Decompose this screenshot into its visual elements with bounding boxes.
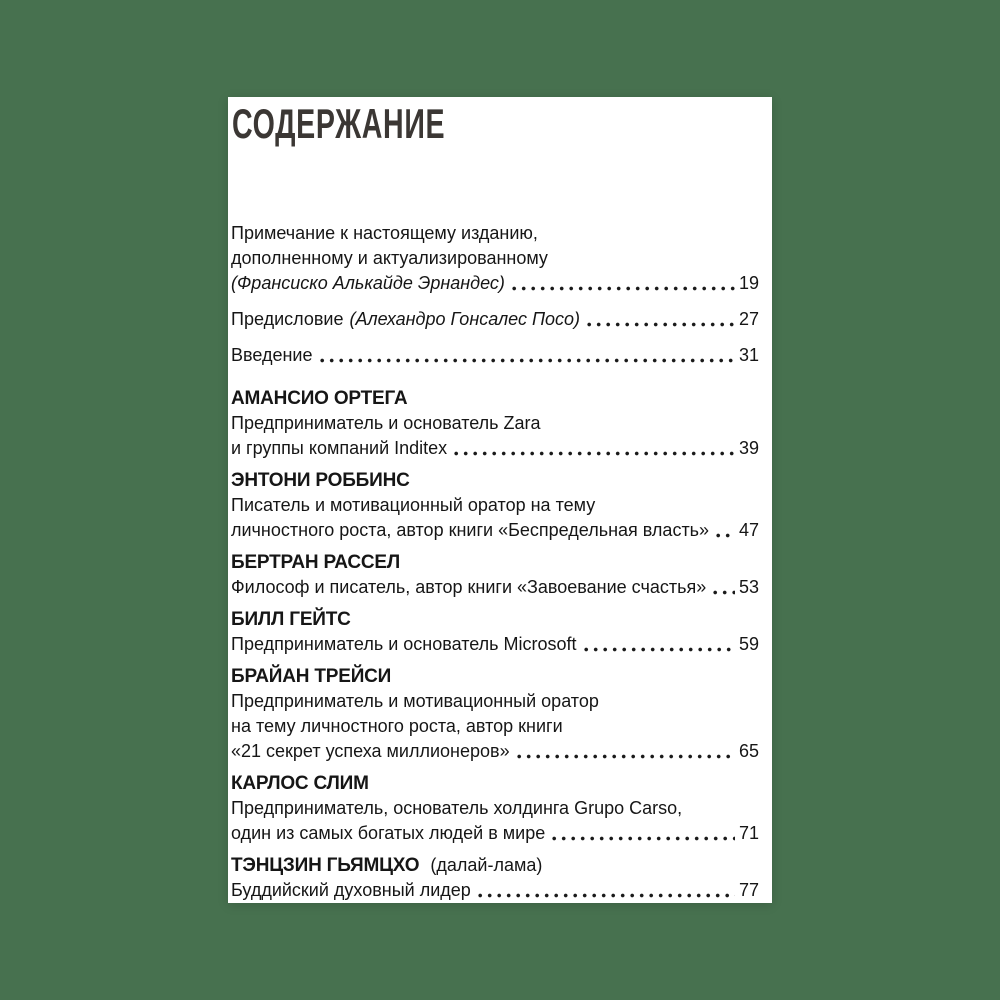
toc-author: (Алехандро Гонсалес Посо) xyxy=(349,309,581,329)
toc-entry xyxy=(231,664,759,764)
toc-line: Писатель и мотивационный оратор на тему xyxy=(231,495,596,515)
toc-entry xyxy=(231,307,759,332)
dot-leader xyxy=(713,589,735,596)
toc-label: Буддийский духовный лидер xyxy=(231,880,471,900)
toc-line: Предприниматель и мотивационный оратор xyxy=(231,691,599,711)
page-title: СОДЕРЖАНИЕ xyxy=(232,100,446,147)
dot-leader xyxy=(587,321,735,328)
page-number: 47 xyxy=(738,520,759,540)
page-number: 59 xyxy=(738,634,759,654)
page-number: 19 xyxy=(738,273,759,293)
toc-label: Предисловие xyxy=(231,309,344,329)
toc-entry xyxy=(231,468,759,543)
toc-line xyxy=(231,518,759,543)
toc-line: на тему личностного роста, автор книги xyxy=(231,716,563,736)
toc-entry xyxy=(231,771,759,846)
toc-label: личностного роста, автор книги «Беспредельная власть» xyxy=(231,520,710,540)
toc-line xyxy=(231,632,759,657)
chapter-name: ЭНТОНИ РОББИНС xyxy=(231,470,410,491)
toc-line: Примечание к настоящему изданию, xyxy=(231,223,538,243)
toc-label: Предприниматель и основатель Microsoft xyxy=(231,634,577,654)
toc-entry xyxy=(231,343,759,368)
dot-leader xyxy=(716,532,735,539)
toc-line xyxy=(231,821,759,846)
dot-leader xyxy=(517,753,735,760)
dot-leader xyxy=(512,285,735,292)
page-number: 53 xyxy=(738,577,759,597)
toc-label: «21 секрет успеха миллионеров» xyxy=(231,741,510,761)
toc-line: Предприниматель, основатель холдинга Grupo Carso, xyxy=(231,798,683,818)
toc-page xyxy=(228,97,772,903)
toc-label: Введение xyxy=(231,345,313,365)
toc-line xyxy=(231,575,759,600)
toc-line xyxy=(231,307,759,332)
page-number: 71 xyxy=(738,823,759,843)
chapter-name-suffix: (далай-лама) xyxy=(430,855,543,875)
toc-label: и группы компаний Inditex xyxy=(231,438,448,458)
page-number: 27 xyxy=(738,309,759,329)
chapter-name: КАРЛОС СЛИМ xyxy=(231,773,369,794)
chapter-name xyxy=(231,853,759,878)
chapter-name: АМАНСИО ОРТЕГА xyxy=(231,388,408,409)
page-number: 39 xyxy=(738,438,759,458)
toc-line xyxy=(231,436,759,461)
toc-label: Философ и писатель, автор книги «Завоевание счастья» xyxy=(231,577,707,597)
chapters-section xyxy=(231,386,759,903)
toc-entry xyxy=(231,853,759,903)
toc-entry xyxy=(231,386,759,461)
toc-entry xyxy=(231,221,759,296)
front-matter-section xyxy=(231,221,759,368)
toc-line xyxy=(231,343,759,368)
chapter-name: БИЛЛ ГЕЙТС xyxy=(231,609,351,630)
toc-line xyxy=(231,878,759,903)
dot-leader xyxy=(584,646,735,653)
chapter-name: БРАЙАН ТРЕЙСИ xyxy=(231,666,392,687)
toc-author: (Франсиско Алькайде Эрнандес) xyxy=(231,273,505,293)
page-number: 65 xyxy=(738,741,759,761)
toc-line xyxy=(231,271,759,296)
toc-entry xyxy=(231,550,759,600)
dot-leader xyxy=(552,835,735,842)
toc-label: один из самых богатых людей в мире xyxy=(231,823,546,843)
dot-leader xyxy=(320,357,735,364)
toc-entry xyxy=(231,607,759,657)
page-number: 31 xyxy=(738,345,759,365)
dot-leader xyxy=(478,892,735,899)
toc-line: Предприниматель и основатель Zara xyxy=(231,413,541,433)
table-of-contents xyxy=(231,221,759,903)
chapter-name-text: ТЭНЦЗИН ГЬЯМЦХО xyxy=(231,855,420,876)
toc-line xyxy=(231,739,759,764)
dot-leader xyxy=(454,450,735,457)
chapter-name: БЕРТРАН РАССЕЛ xyxy=(231,552,400,573)
page-number: 77 xyxy=(738,880,759,900)
toc-line: дополненному и актуализированному xyxy=(231,248,548,268)
